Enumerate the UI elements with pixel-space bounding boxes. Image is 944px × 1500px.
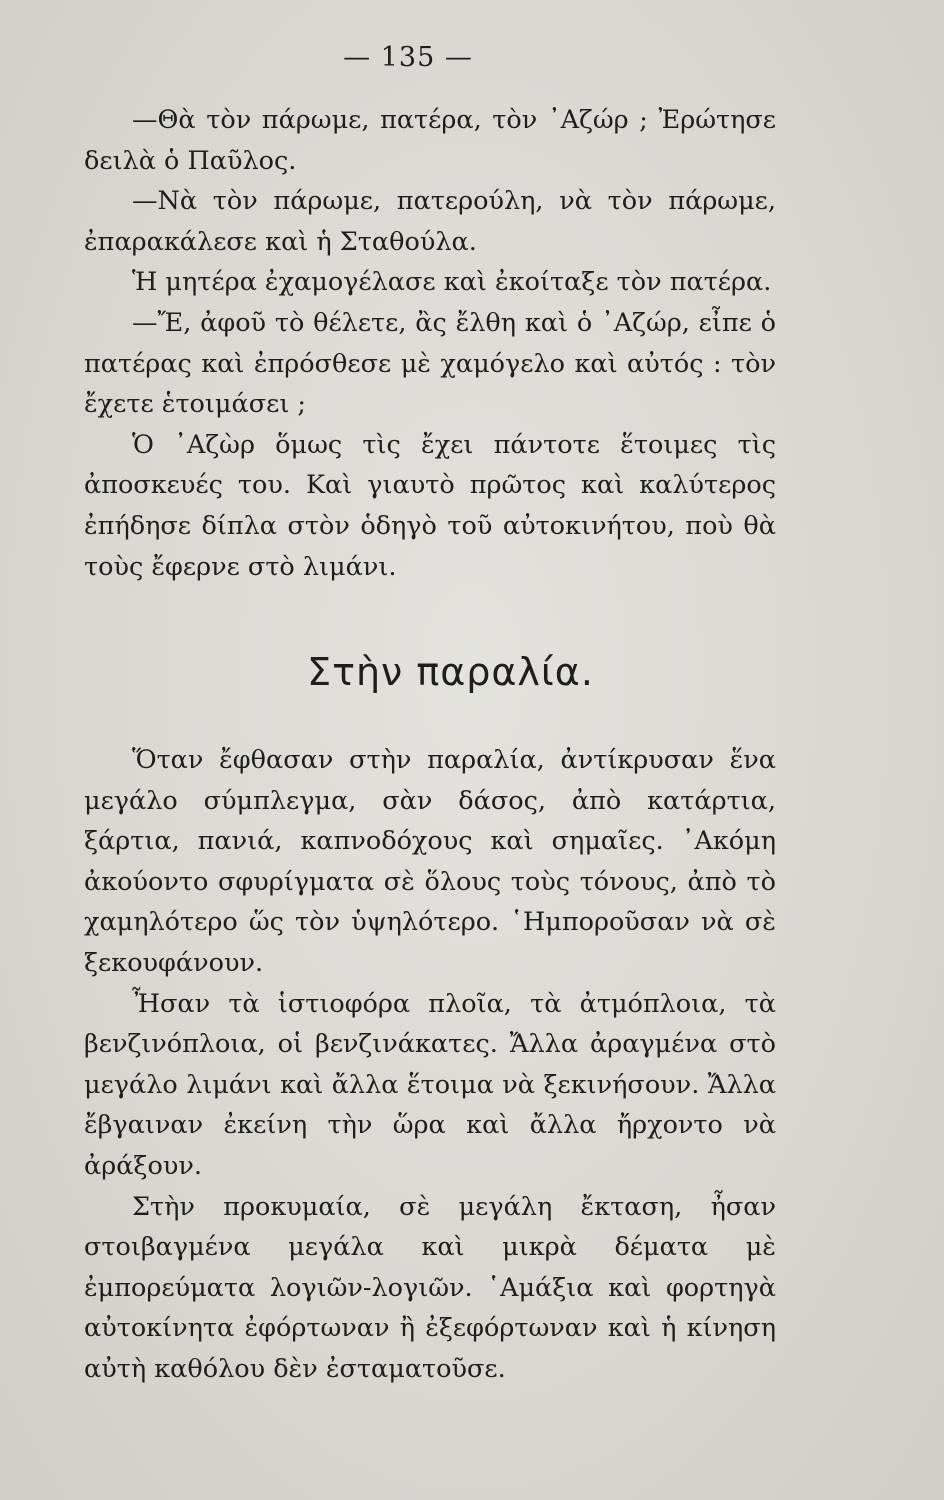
dialogue-paragraph: —Ἔ, ἀφοῦ τὸ θέλετε, ἂς ἔλθη καὶ ὁ ᾿Αζώρ, εἶπε ὁ πατέρας καὶ ἐπρόσθεσε μὲ χαμόγελο καὶ αὐτός : τὸν ἔχετε ἑτοιμάσει ; [84,307,776,420]
section-paragraph: Ὅταν ἔφθασαν στὴν παραλία, ἀντίκρυσαν ἕνα μεγάλο σύμπλεγμα, σὰν δάσος, ἀπὸ κατάρτια, ξάρτια, πανιά, καπνοδόχους καὶ σημαῖες. ᾿Ακόμη ἀκούοντο σφυρίγματα σὲ ὅλους τοὺς τόνους, ἀπὸ τὸ χαμηλότερο ὥς τὸν ὑψηλότερο. ῾Ημποροῦσαν νὰ σὲ ξεκουφάνουν. [84,745,776,978]
narrative-paragraph: Ὁ ᾿Αζὼρ ὅμως τὶς ἔχει πάντοτε ἕτοιμες τὶς ἀποσκευές του. Καὶ γιαυτὸ πρῶτος καὶ καλύτερος ἐπήδησε δίπλα στὸν ὁδηγὸ τοῦ αὐτοκινήτου, ποὺ θὰ τοὺς ἔφερνε στὸ λιμάνι. [84,429,776,582]
section-paragraph: Ἦσαν τὰ ἱστιοφόρα πλοῖα, τὰ ἀτμόπλοια, τὰ βενζινόπλοια, οἱ βενζινάκατες. Ἄλλα ἀραγμένα στὸ μεγάλο λιμάνι καὶ ἄλλα ἕτοιμα νὰ ξεκινήσουν. Ἄλλα ἔβγαιναν ἐκείνη τὴν ὥρα καὶ ἄλλα ἤρχοντο νὰ ἀράξουν. [84,988,776,1181]
section-paragraph: Στὴν προκυμαία, σὲ μεγάλη ἔκταση, ἦσαν στοιβαγμένα μεγάλα καὶ μικρὰ δέματα μὲ ἐμπορεύματα λογιῶν-λογιῶν. ῾Αμάξια καὶ φορτηγὰ αὐτοκίνητα ἐφόρτωναν ἢ ἐξεφόρτωναν καὶ ἡ κίνηση αὐτὴ καθόλου δὲν ἐσταματοῦσε. [84,1191,776,1384]
section-heading: Στὴν παραλία. [307,650,594,694]
body-text-top [84,100,776,587]
dialogue-paragraph: —Θὰ τὸν πάρωμε, πατέρα, τὸν ᾿Αζώρ ; Ἐρώτησε δειλὰ ὁ Παῦλος. [84,105,776,176]
body-text-section [84,740,776,1390]
dialogue-paragraph: —Νὰ τὸν πάρωμε, πατερούλη, νὰ τὸν πάρωμε, ἐπαρακάλεσε καὶ ἡ Σταθούλα. [84,186,776,257]
narrative-paragraph: Ἡ μητέρα ἐχαμογέλασε καὶ ἐκοίταξε τὸν πατέρα. [132,267,772,298]
page-number: — 135 — [343,42,473,73]
